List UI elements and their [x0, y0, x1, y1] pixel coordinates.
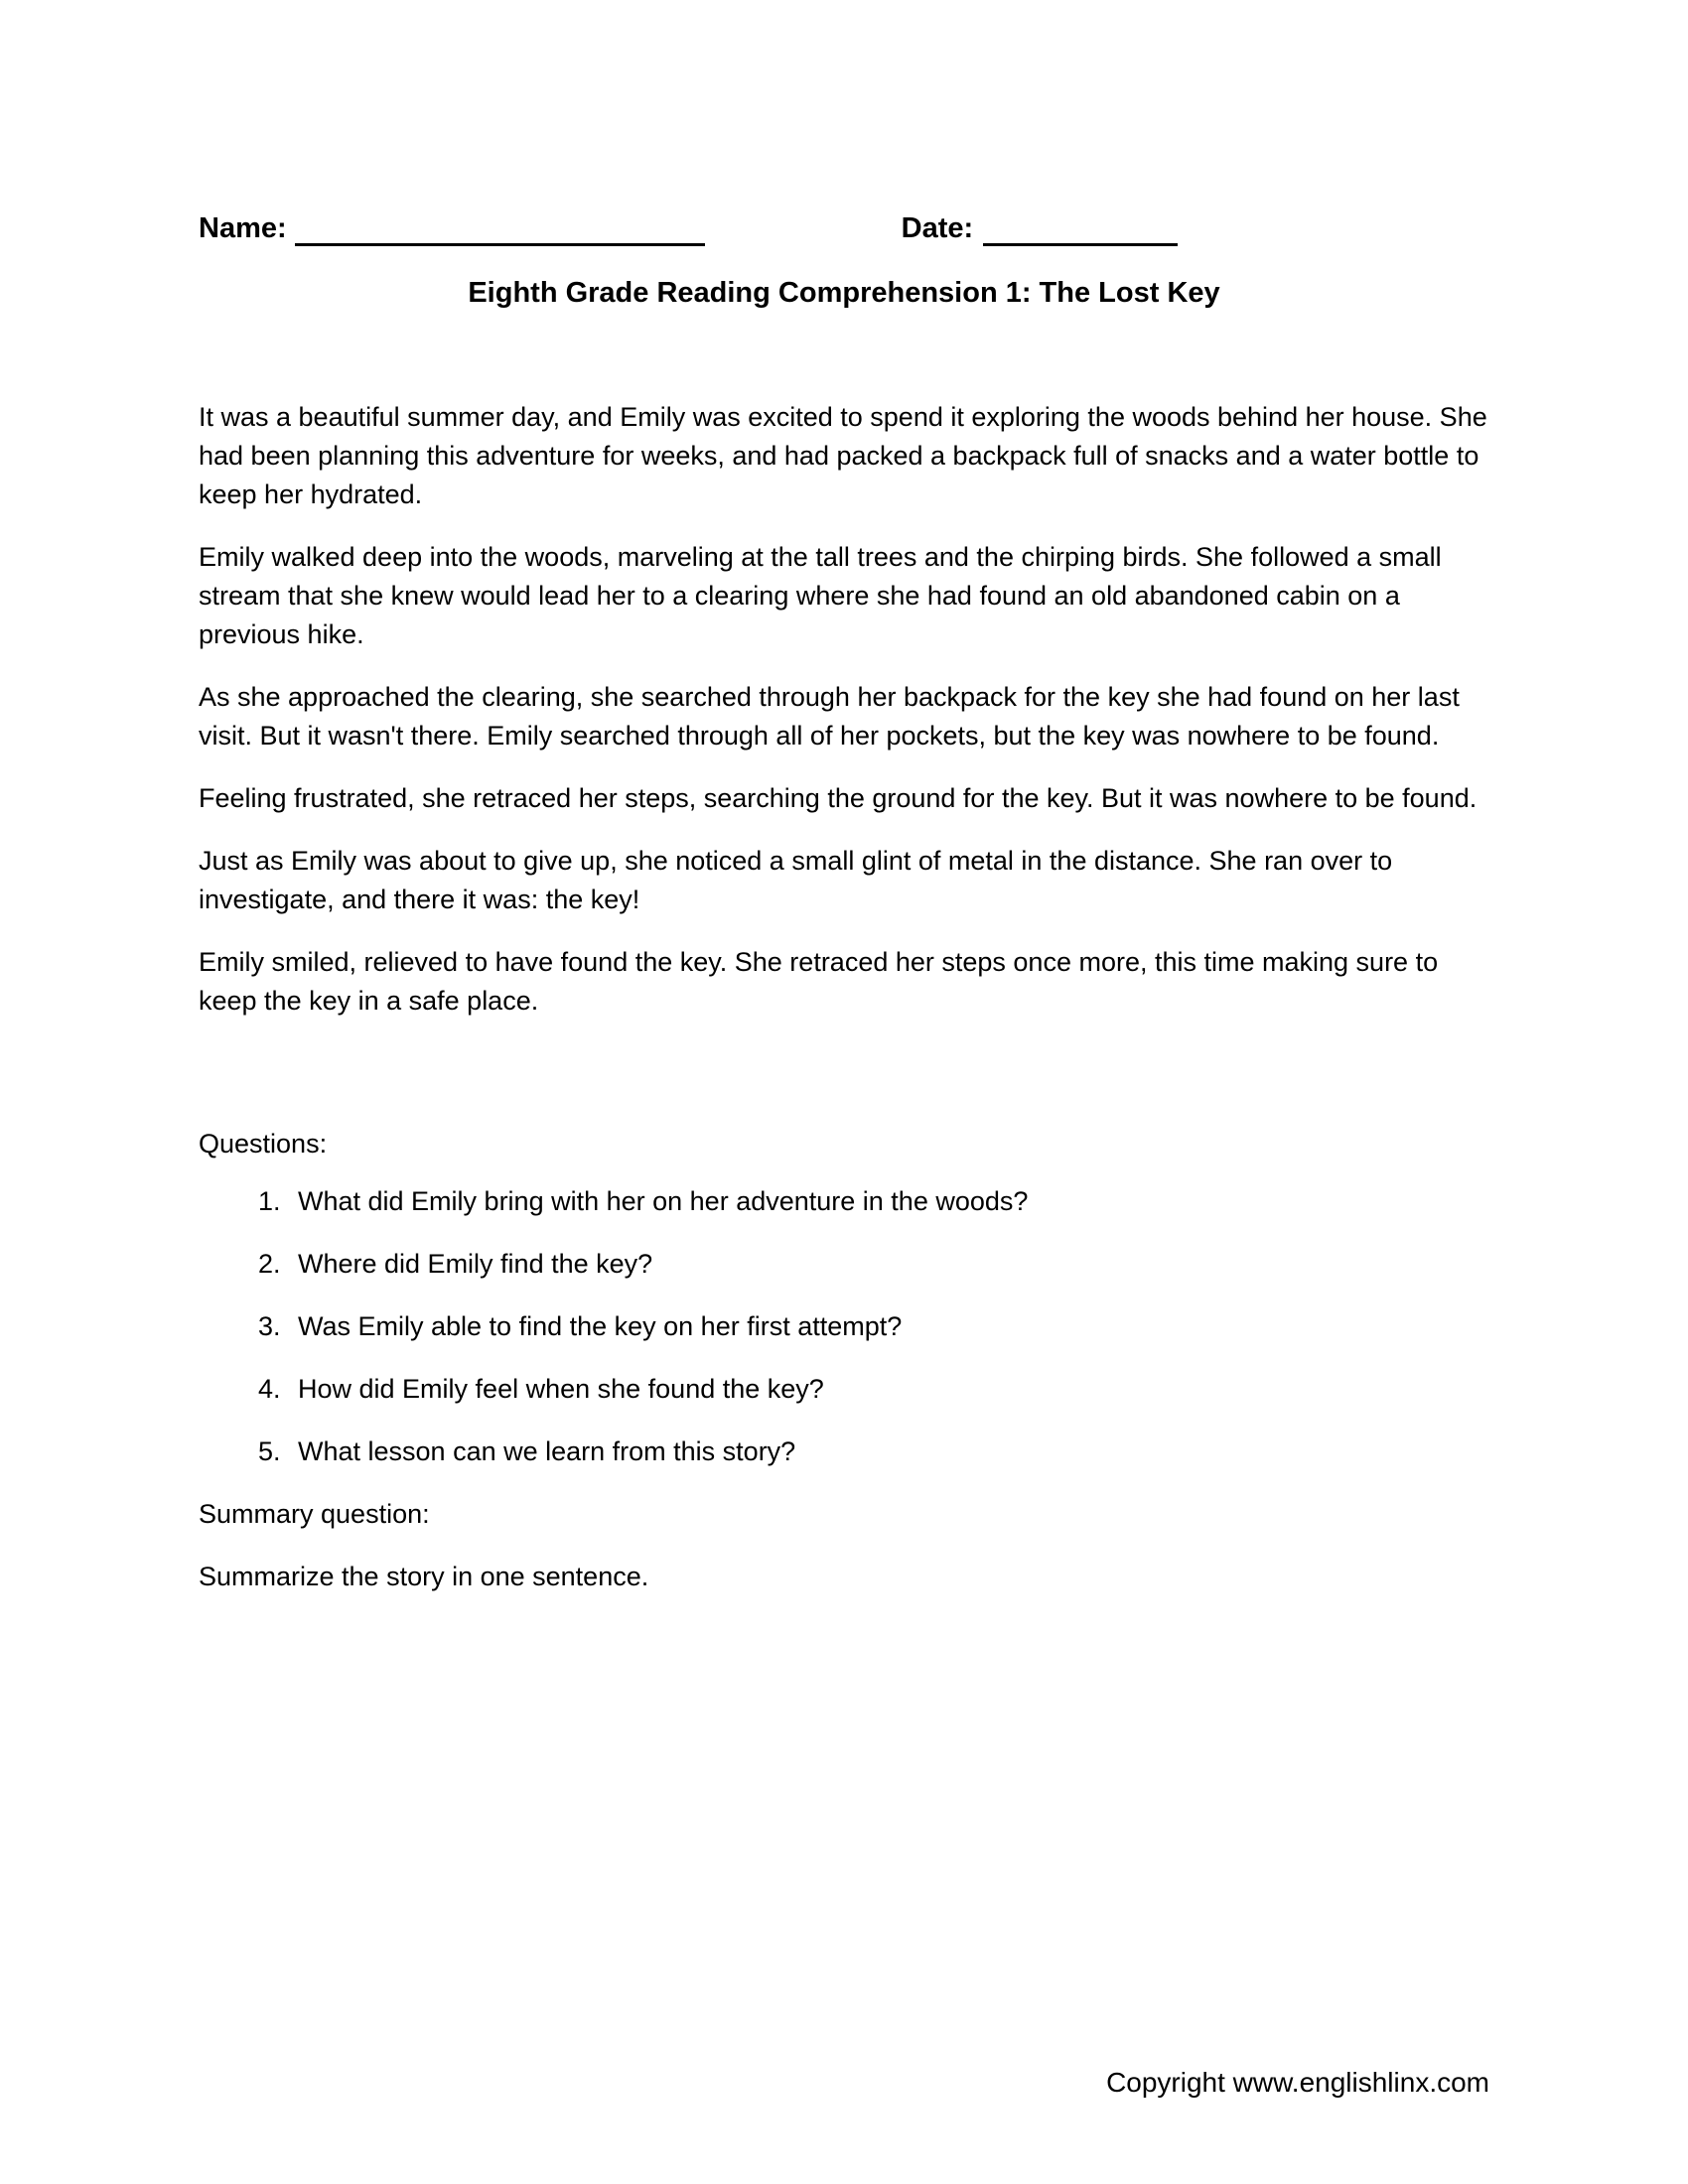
questions-list: [199, 1182, 1489, 1471]
story-paragraph-2: Emily walked deep into the woods, marveling at the tall trees and the chirping birds. She followed a small stream that she knew would lead her to a clearing where she had found an old abandoned cabin on a previous hike.: [199, 542, 1442, 649]
question-number: 5.: [258, 1436, 281, 1466]
name-date-row: [199, 0, 1489, 248]
question-number: 1.: [258, 1186, 281, 1216]
summary-label: Summary question:: [199, 1499, 430, 1529]
question-text: Was Emily able to find the key on her first attempt?: [298, 1311, 903, 1341]
question-text: What lesson can we learn from this story?: [298, 1436, 796, 1466]
question-number: 4.: [258, 1374, 281, 1404]
question-item: [199, 1433, 1489, 1471]
copyright-notice: Copyright www.englishlinx.com: [1106, 2067, 1489, 2098]
question-item: [199, 1370, 1489, 1409]
question-number: 3.: [258, 1311, 281, 1341]
story-paragraph-1: It was a beautiful summer day, and Emily was excited to spend it exploring the woods behind her house. She had been planning this adventure for weeks, and had packed a backpack full of snacks and a water bottle to keep her hydrated.: [199, 402, 1487, 509]
summary-prompt: Summarize the story in one sentence.: [199, 1562, 649, 1591]
story-paragraph-4: Feeling frustrated, she retraced her steps, searching the ground for the key. But it was nowhere to be found.: [199, 783, 1477, 813]
date-label: Date:: [901, 212, 974, 244]
date-blank-line: [983, 243, 1178, 246]
question-number: 2.: [258, 1249, 281, 1279]
name-label: Name:: [199, 212, 287, 244]
story-section: [199, 398, 1489, 1021]
name-blank-line: [295, 243, 705, 246]
question-text: What did Emily bring with her on her adventure in the woods?: [298, 1186, 1029, 1216]
story-paragraph-6: Emily smiled, relieved to have found the key. She retraced her steps once more, this time making sure to keep the key in a safe place.: [199, 947, 1439, 1016]
questions-label: Questions:: [199, 1129, 328, 1159]
worksheet-title: Eighth Grade Reading Comprehension 1: The Lost Key: [468, 277, 1220, 309]
question-item: [199, 1307, 1489, 1346]
question-text: Where did Emily find the key?: [298, 1249, 653, 1279]
question-item: [199, 1182, 1489, 1221]
question-item: [199, 1245, 1489, 1284]
story-paragraph-5: Just as Emily was about to give up, she noticed a small glint of metal in the distance. She ran over to investigate, and there it was: the key!: [199, 846, 1393, 914]
question-text: How did Emily feel when she found the key?: [298, 1374, 824, 1404]
story-paragraph-3: As she approached the clearing, she searched through her backpack for the key she had found on her last visit. But it wasn't there. Emily searched through all of her pockets, but the key was nowhere to be found.: [199, 682, 1460, 751]
